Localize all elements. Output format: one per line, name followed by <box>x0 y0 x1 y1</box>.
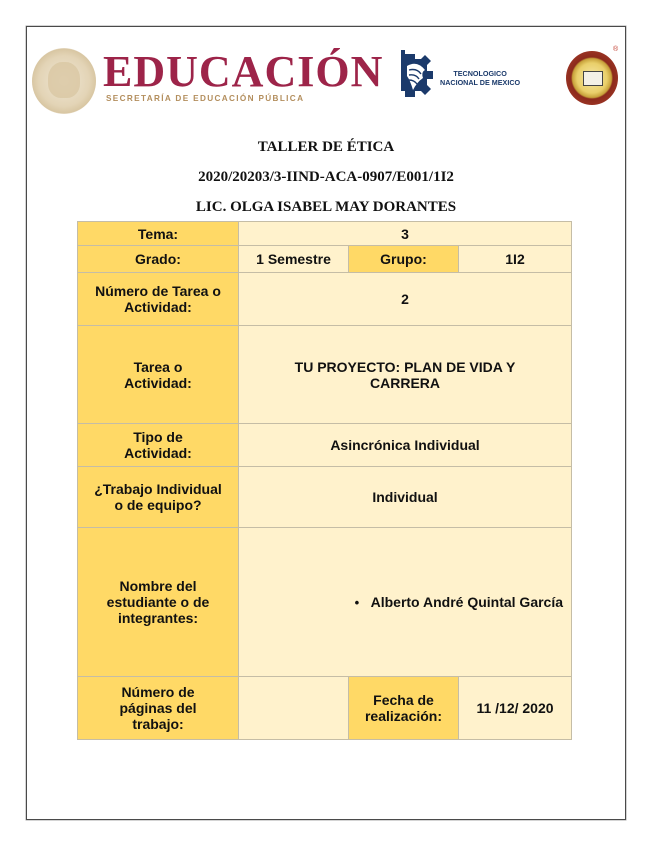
tipo-label: Tipo de Actividad: <box>78 424 239 467</box>
integrante-item: • Alberto André Quintal García <box>355 594 563 611</box>
tarea-value: TU PROYECTO: PLAN DE VIDA Y CARRERA <box>239 326 572 424</box>
paginas-value <box>239 677 349 740</box>
fecha-value: 11 /12/ 2020 <box>459 677 572 740</box>
table-row-numero-tarea <box>78 273 572 326</box>
table-row-trabajo <box>78 467 572 528</box>
fecha-label: Fecha de realización: <box>349 677 459 740</box>
teacher-name: LIC. OLGA ISABEL MAY DORANTES <box>195 199 457 215</box>
tecnm-line-1: TECNOLOGICO <box>453 69 507 78</box>
table-row-nombre <box>78 528 572 677</box>
numero-tarea-label: Número de Tarea o Actividad: <box>78 273 239 326</box>
integrantes-value <box>239 528 572 677</box>
grupo-label: Grupo: <box>349 246 459 273</box>
table-row-tema <box>78 222 572 246</box>
table-row-grado <box>78 246 572 273</box>
sep-logo-subtitle: SECRETARÍA DE EDUCACIÓN PÚBLICA <box>106 94 305 103</box>
trabajo-label: ¿Trabajo Individual o de equipo? <box>78 467 239 528</box>
tecnm-gear-logo-icon <box>397 50 437 108</box>
course-code: 2020/20203/3-IIND-ACA-0907/E001/1I2 <box>198 169 454 185</box>
table-row-tipo <box>78 424 572 467</box>
course-title: TALLER DE ÉTICA <box>257 139 395 155</box>
grado-label: Grado: <box>78 246 239 273</box>
tipo-value: Asincrónica Individual <box>239 424 572 467</box>
trabajo-value: Individual <box>239 467 572 528</box>
tarea-label: Tarea o Actividad: <box>78 326 239 424</box>
grupo-value: 1I2 <box>459 246 572 273</box>
registered-mark: ® <box>613 46 619 53</box>
nombre-label: Nombre del estudiante o de integrantes: <box>78 528 239 677</box>
grado-value: 1 Semestre <box>239 246 349 273</box>
eagle-emblem-icon <box>48 62 80 98</box>
institute-seal-icon <box>566 51 618 105</box>
numero-tarea-value: 2 <box>239 273 572 326</box>
table-row-tarea <box>78 326 572 424</box>
tema-label: Tema: <box>78 222 239 246</box>
tecnm-line-2: NACIONAL DE MEXICO <box>440 78 521 87</box>
tema-value: 3 <box>239 222 572 246</box>
sep-logo-title: EDUCACIÓN <box>103 47 384 96</box>
table-row-paginas-fecha <box>78 677 572 740</box>
mexico-coat-of-arms-seal-icon <box>32 48 96 114</box>
open-book-icon <box>583 71 603 86</box>
assignment-info-table <box>77 221 572 740</box>
paginas-label: Número de páginas del trabajo: <box>78 677 239 740</box>
tecnm-logo-text <box>440 69 520 87</box>
integrantes-list <box>355 594 563 611</box>
